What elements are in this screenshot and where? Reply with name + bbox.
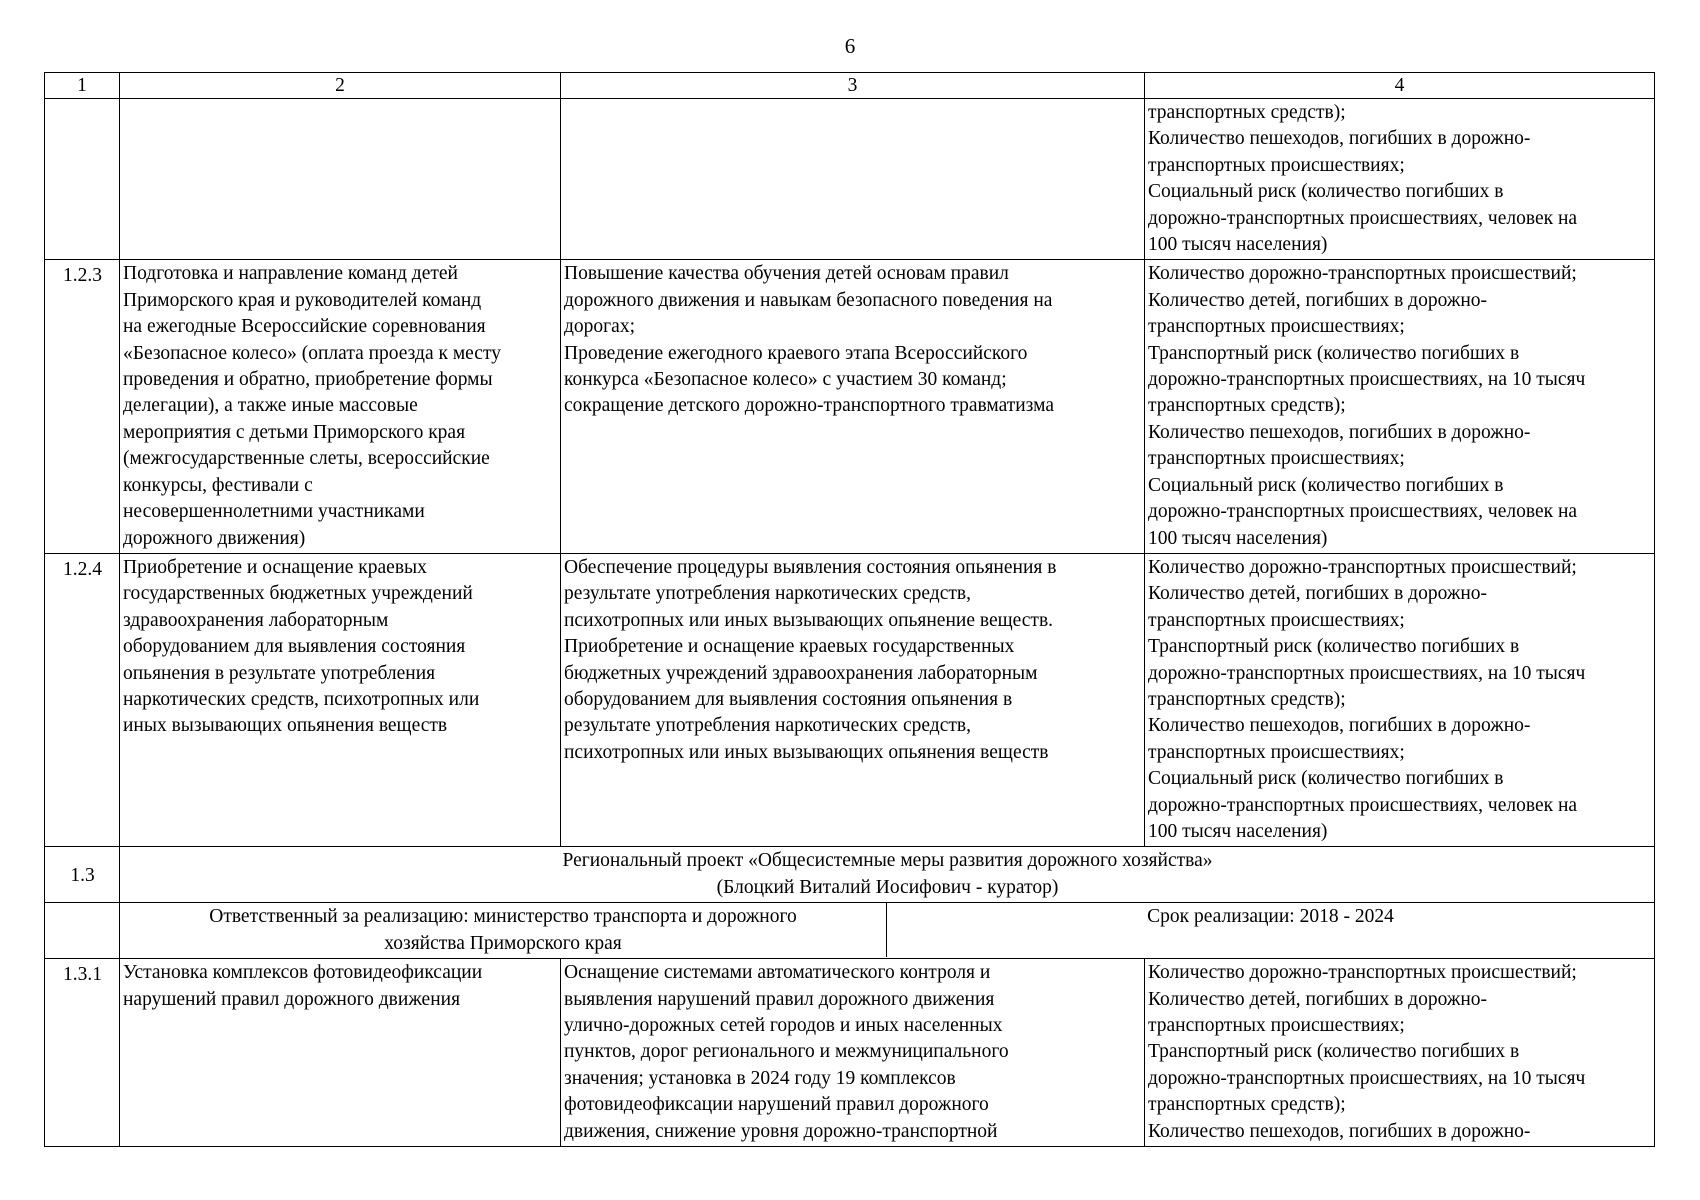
header-cell-4: 4 [1145, 73, 1655, 99]
table-row [45, 260, 1655, 553]
responsibility-cell [120, 903, 1655, 959]
measure-cell: Установка комплексов фотовидеофиксации нарушений правил дорожного движения [120, 959, 561, 1147]
row-number: 1.3.1 [45, 959, 120, 1147]
indicator-cell: Количество дорожно-транспортных происшествий; Количество детей, погибших в дорожно- транспортных происшествиях; Транспортный риск (количество погибших в дорожно-транспортных происшествиях, на 10 тысяч транспортных средств); Количество пешеходов, погибших в дорожно- транспортных происшествиях; Социальный риск (количество погибших в дорожно-транспортных происшествиях, человек на 100 тысяч населения) [1145, 260, 1655, 553]
section-row [45, 847, 1655, 903]
table-row [45, 553, 1655, 846]
section-number: 1.3 [45, 847, 120, 903]
indicator-cell: Количество дорожно-транспортных происшествий; Количество детей, погибших в дорожно- транспортных происшествиях; Транспортный риск (количество погибших в дорожно-транспортных происшествиях, на 10 тысяч транспортных средств); Количество пешеходов, погибших в дорожно- [1145, 959, 1655, 1147]
result-cell [561, 99, 1145, 260]
header-row [45, 73, 1655, 99]
table-row [45, 959, 1655, 1147]
result-cell: Обеспечение процедуры выявления состояния опьянения в результате употребления наркотических средств, психотропных или иных вызывающих опьянение веществ. Приобретение и оснащение краевых государственных бюджетных учреждений здравоохранения лабораторным оборудованием для выявления состояния опьянения в результате употребления наркотических средств, психотропных или иных вызывающих опьянения веществ [561, 553, 1145, 846]
header-cell-3: 3 [561, 73, 1145, 99]
measure-cell [120, 99, 561, 260]
measures-table [44, 72, 1655, 1147]
implementation-term: Срок реализации: 2018 - 2024 [1147, 906, 1394, 928]
page-number: 6 [844, 34, 856, 58]
indicator-cell: транспортных средств); Количество пешеходов, погибших в дорожно- транспортных происшествиях; Социальный риск (количество погибших в дорожно-транспортных происшествиях, человек на 100 тысяч населения) [1145, 99, 1655, 260]
result-cell: Оснащение системами автоматического контроля и выявления нарушений правил дорожного движения улично-дорожных сетей городов и иных населенных пунктов, дорог регионального и межмуниципального значения; установка в 2024 году 19 комплексов фотовидеофиксации нарушений правил дорожного движения, снижение уровня дорожно-транспортной [561, 959, 1145, 1147]
header-cell-2: 2 [120, 73, 561, 99]
section-title: Региональный проект «Общесистемные меры развития дорожного хозяйства» (Блоцкий Виталий Иосифович - куратор) [120, 847, 1655, 903]
row-number: 1.2.3 [45, 260, 120, 553]
responsibility-row [45, 903, 1655, 959]
measure-cell: Подготовка и направление команд детей Приморского края и руководителей команд на ежегодные Всероссийские соревнования «Безопасное колесо» (оплата проезда к месту проведения и обратно, приобретение формы делегации), а также иные массовые мероприятия с детьми Приморского края (межгосударственные слеты, всероссийские конкурсы, фестивали с несовершеннолетними участниками дорожного движения) [120, 260, 561, 553]
row-number: 1.2.4 [45, 553, 120, 846]
header-cell-1: 1 [45, 73, 120, 99]
table-row [45, 99, 1655, 260]
indicator-cell: Количество дорожно-транспортных происшествий; Количество детей, погибших в дорожно- транспортных происшествиях; Транспортный риск (количество погибших в дорожно-транспортных происшествиях, на 10 тысяч транспортных средств); Количество пешеходов, погибших в дорожно- транспортных происшествиях; Социальный риск (количество погибших в дорожно-транспортных происшествиях, человек на 100 тысяч населения) [1145, 553, 1655, 846]
row-number [45, 99, 120, 260]
measure-cell: Приобретение и оснащение краевых государственных бюджетных учреждений здравоохранения лабораторным оборудованием для выявления состояния опьянения в результате употребления наркотических средств, психотропных или иных вызывающих опьянения веществ [120, 553, 561, 846]
responsible-party: Ответственный за реализацию: министерство транспорта и дорожного хозяйства Приморского края [120, 903, 887, 957]
result-cell: Повышение качества обучения детей основам правил дорожного движения и навыкам безопасного поведения на дорогах; Проведение ежегодного краевого этапа Всероссийского конкурса «Безопасное колесо» с участием 30 команд; сокращение детского дорожно-транспортного травматизма [561, 260, 1145, 553]
empty-cell [45, 903, 120, 959]
